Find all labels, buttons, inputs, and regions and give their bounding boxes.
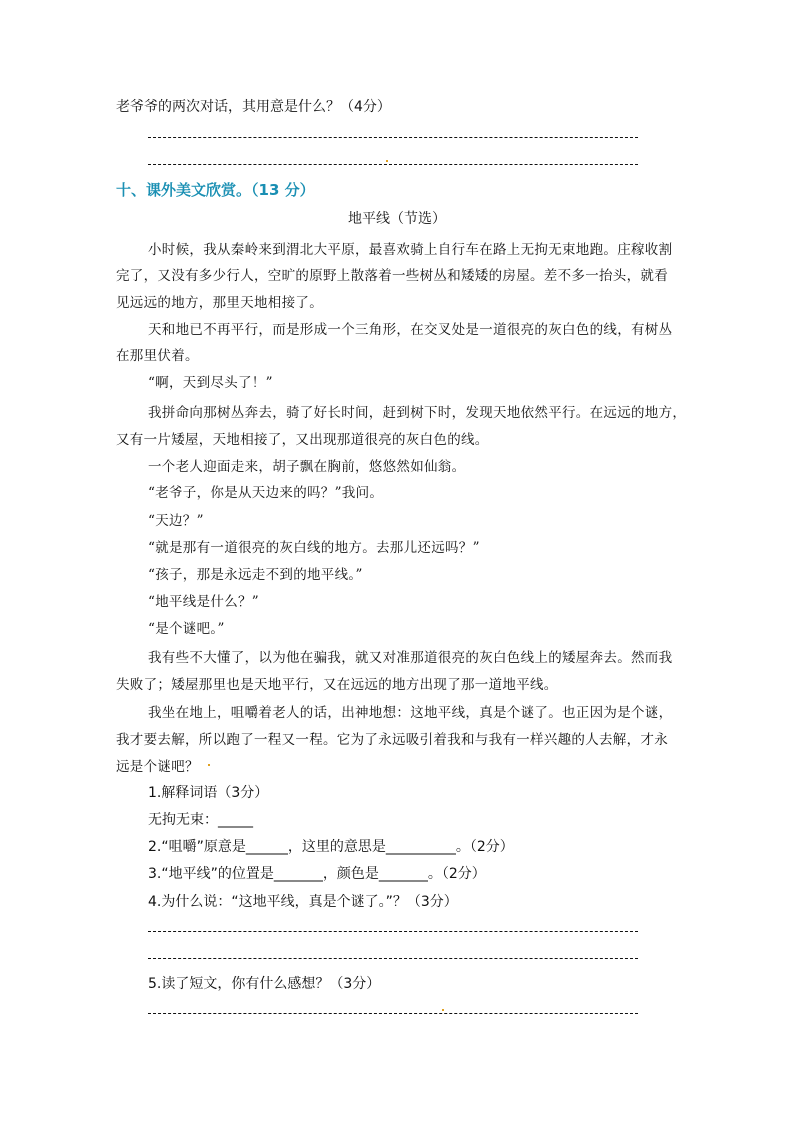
passage-line: 我坐在地上，咀嚼着老人的话，出神地想：这地平线，真是个谜了。也正因为是个谜， [148, 705, 673, 721]
passage-line: “老爷子，你是从天边来的吗？”我问。 [148, 485, 384, 501]
previous-question: 老爷爷的两次对话，其用意是什么？（4分） [116, 99, 391, 115]
answer-line [148, 137, 638, 138]
passage-line: “地平线是什么？” [148, 594, 260, 610]
passage-line: 我有些不大懂了，以为他在骗我，就又对准那道很亮的灰白色线上的矮屋奔去。然而我 [148, 650, 673, 666]
passage-line: 完了，又没有多少行人，空旷的原野上散落着一些树丛和矮矮的房屋。差不多一抬头，就看 [116, 268, 668, 284]
passage-line: “是个谜吧。” [148, 621, 225, 637]
scan-dot [386, 160, 388, 162]
question-1: 1.解释词语（3分） [148, 785, 269, 801]
question-5: 5.读了短文，你有什么感想？（3分） [148, 976, 381, 992]
question-3: 3.“地平线”的位置是_______，颜色是_______。（2分） [148, 866, 486, 882]
passage-line: “啊，天到尽头了！” [148, 375, 273, 391]
passage-line: “就是那有一道很亮的灰白线的地方。去那儿还远吗？” [148, 540, 480, 556]
passage-line: 在那里伏着。 [116, 348, 199, 364]
question-4: 4.为什么说：“这地平线，真是个谜了。”？（3分） [148, 894, 458, 910]
passage-line: 远是个谜吧？ [116, 759, 199, 775]
answer-line [148, 958, 638, 959]
scan-dot [442, 1009, 444, 1011]
passage-line: 我拼命向那树丛奔去，骑了好长时间，赶到树下时，发现天地依然平行。在远远的地方， [148, 405, 687, 421]
answer-line [148, 931, 638, 932]
passage-line: 又有一片矮屋，天地相接了，又出现那道很亮的灰白色的线。 [116, 432, 489, 448]
passage-line: 小时候，我从秦岭来到渭北大平原，最喜欢骑上自行车在路上无拘无束地跑。庄稼收割 [148, 242, 673, 258]
passage-title: 地平线（节选） [348, 211, 446, 227]
passage-line: 天和地已不再平行，而是形成一个三角形，在交叉处是一道很亮的灰白色的线，有树丛 [148, 322, 673, 338]
answer-line [148, 164, 638, 165]
scan-dot [208, 764, 210, 766]
section-heading: 十、课外美文欣赏。（13 分） [116, 181, 315, 199]
passage-line: 见远远的地方，那里天地相接了。 [116, 295, 323, 311]
passage-line: 一个老人迎面走来，胡子飘在胸前，悠悠然如仙翁。 [148, 459, 466, 475]
question-2: 2.“咀嚼”原意是______，这里的意思是__________。（2分） [148, 839, 514, 855]
passage-line: 失败了；矮屋那里也是天地平行，又在远远的地方出现了那一道地平线。 [116, 677, 558, 693]
answer-line [148, 1013, 638, 1014]
passage-line: “天边？” [148, 513, 204, 529]
question-1-item: 无拘无束：_____ [148, 812, 253, 828]
passage-line: “孩子，那是永远走不到的地平线。” [148, 567, 363, 583]
passage-line: 我才要去解，所以跑了一程又一程。它为了永远吸引着我和与我有一样兴趣的人去解，才永 [116, 732, 668, 748]
